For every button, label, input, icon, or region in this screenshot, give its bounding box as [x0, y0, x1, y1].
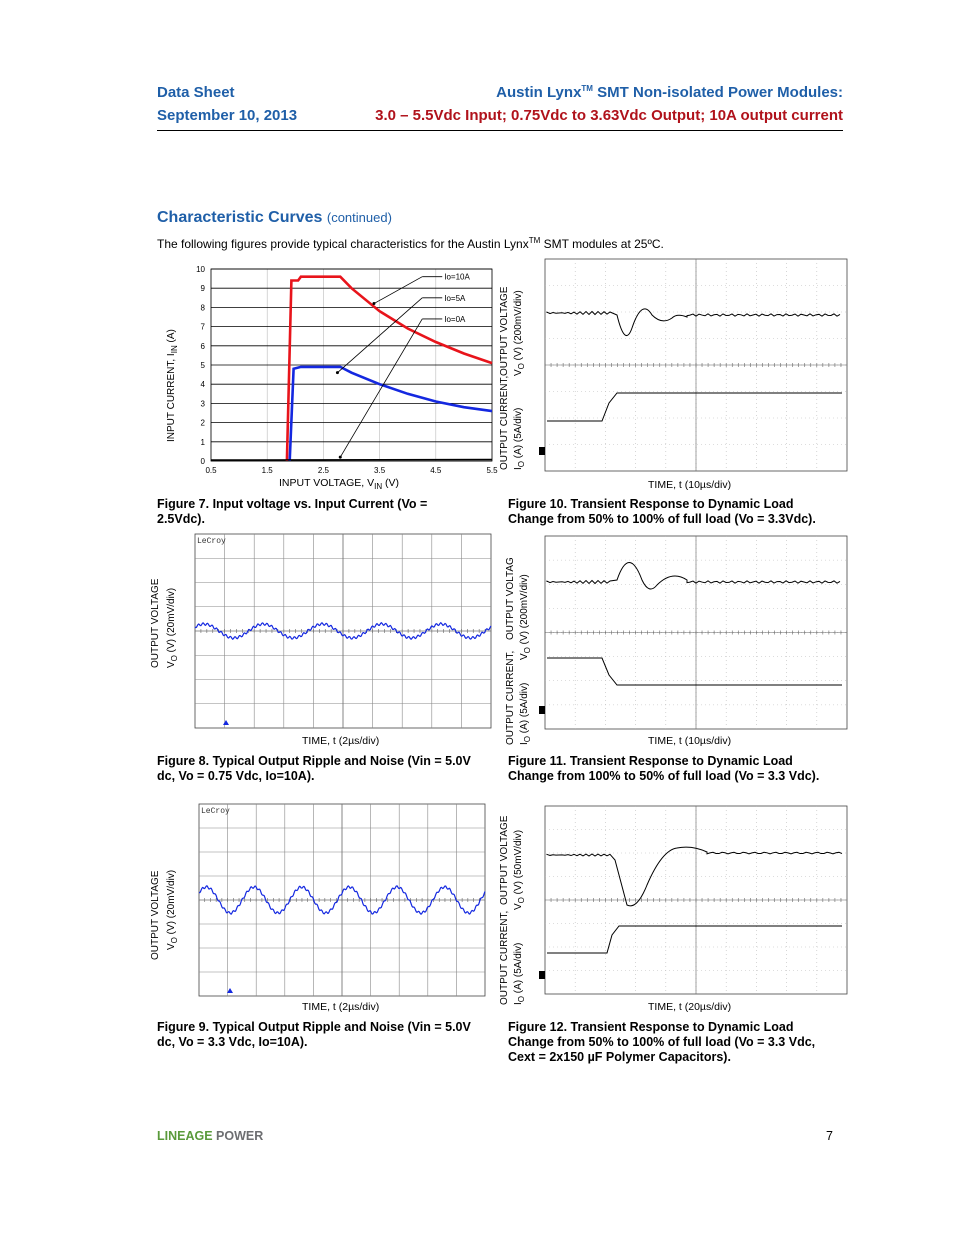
fig12-ylabel-bot2-unit: (A) (5A/div) [513, 942, 524, 996]
fig8-caption-line2: dc, Vo = 0.75 Vdc, Io=10A). [157, 769, 315, 783]
footer-brand-lineage: LINEAGE [157, 1129, 213, 1143]
header-date: September 10, 2013 [157, 107, 298, 124]
figure-7-chart [157, 255, 502, 495]
section-subtitle: (continued) [326, 210, 392, 225]
fig11-ylabel-top2-sub: O [523, 647, 532, 654]
y-tick-label: 1 [200, 437, 205, 447]
fig9-xlabel: TIME, t (2µs/div) [302, 1001, 380, 1013]
fig11-ylabel-bot2-sub: O [523, 735, 532, 743]
figure-12-scope [537, 800, 849, 1000]
fig8-ylabel1: OUTPUT VOLTAGE [150, 578, 161, 668]
legend-arrowhead [336, 371, 339, 374]
y-tick-label: 10 [196, 265, 205, 274]
fig8-caption-line1: Figure 8. Typical Output Ripple and Noise (Vin = 5.0V [157, 754, 471, 768]
header-product-type: SMT Non-isolated Power Modules: [592, 84, 843, 101]
channel-marker [539, 447, 545, 455]
fig10-ylabel-top2 [513, 290, 526, 376]
y-tick-label: 0 [200, 457, 205, 466]
fig10-ylabel-bot: OUTPUT CURRENT, [499, 375, 510, 470]
fig9-ylabel2-sub: O [170, 937, 179, 944]
legend-arrowhead [339, 456, 342, 459]
y-tick-label: 8 [200, 303, 205, 313]
legend-label: Io=10A [444, 272, 470, 282]
fig12-caption-line1: Figure 12. Transient Response to Dynamic Load [508, 1020, 794, 1034]
x-tick-label: 4.5 [430, 466, 442, 475]
fig11-caption-line1: Figure 11. Transient Response to Dynamic Load [508, 754, 793, 768]
footer-brand-power: POWER [212, 1129, 264, 1143]
figure-8-scope [194, 533, 494, 733]
y-tick-label: 9 [200, 284, 205, 294]
fig12-caption-line2: Change from 50% to 100% of full load (Vo = 3.3 Vdc, [508, 1035, 816, 1049]
fig10-ylabel-bot2-unit: (A) (5A/div) [513, 407, 524, 461]
fig8-ylabel2-text: V [166, 661, 177, 668]
x-tick-label: 0.5 [205, 466, 217, 475]
fig12-ylabel-top2-text: V [513, 903, 524, 910]
fig11-ylabel-bot2-text: I [519, 742, 530, 745]
fig10-ylabel-top2-unit: (V) (200mV/div) [513, 290, 524, 364]
legend-arrow [340, 319, 422, 457]
section-title: Characteristic Curves [157, 209, 323, 226]
figure-11-scope [537, 530, 849, 735]
intro-text-end: SMT modules at 25ºC. [540, 237, 664, 251]
intro-tm: TM [528, 236, 541, 245]
fig11-ylabel-bot2-unit: (A) (5A/div) [519, 682, 530, 736]
fig11-ylabel-bot2 [519, 683, 532, 745]
fig9-ylabel2-text: V [166, 943, 177, 950]
fig12-ylabel-top2 [513, 830, 526, 910]
fig9-ylabel1: OUTPUT VOLTAGE [150, 870, 161, 960]
header-doc-type: Data Sheet [157, 84, 235, 101]
fig12-xlabel: TIME, t (20µs/div) [648, 1001, 732, 1013]
x-tick-label: 2.5 [317, 466, 329, 475]
fig8-ylabel2-sub: O [170, 655, 179, 662]
fig7-xlabel-text: INPUT VOLTAGE, V [279, 477, 375, 489]
fig11-ylabel-top2-text: V [519, 653, 530, 660]
fig12-ylabel-bot2 [513, 943, 526, 1005]
fig7-ylabel [166, 329, 179, 442]
fig7-xlabel-unit: (V) [382, 477, 400, 489]
y-tick-label: 3 [200, 399, 205, 409]
fig9-ylabel2 [166, 870, 179, 950]
fig8-caption [157, 754, 471, 784]
fig7-ylabel-unit: (A) [166, 329, 177, 346]
fig10-caption-line1: Figure 10. Transient Response to Dynamic Load [508, 497, 794, 511]
fig7-ylabel-sub: IN [170, 345, 179, 354]
fig12-caption-line3: Cext = 2x150 µF Polymer Capacitors). [508, 1050, 731, 1064]
fig12-ylabel-top2-sub: O [517, 897, 526, 904]
footer-brand [157, 1129, 263, 1143]
fig7-caption [157, 497, 427, 527]
fig11-caption-line2: Change from 100% to 50% of full load (Vo = 3.3 Vdc). [508, 769, 820, 783]
header-rule [157, 130, 843, 131]
y-tick-label: 2 [200, 418, 205, 428]
series-line-Io=0A [211, 460, 492, 461]
x-tick-label: 3.5 [374, 466, 386, 475]
fig11-ylabel-top2-unit: (V) (200mV/div) [519, 574, 530, 648]
lecroy-logo: LeCroy [201, 807, 230, 816]
fig9-caption [157, 1020, 471, 1050]
fig8-ylabel2 [166, 588, 179, 668]
fig7-xlabel-sub: IN [374, 482, 383, 492]
fig7-xlabel [279, 477, 399, 491]
fig9-caption-line1: Figure 9. Typical Output Ripple and Noise (Vin = 5.0V [157, 1020, 471, 1034]
figure-9-scope [198, 803, 488, 999]
fig10-ylabel-bot2 [513, 408, 526, 470]
header-product-name: Austin Lynx [496, 84, 582, 101]
header-specs: 3.0 – 5.5Vdc Input; 0.75Vdc to 3.63Vdc Output; 10A output current [375, 107, 843, 124]
intro-text: The following figures provide typical characteristics for the Austin Lynx [157, 237, 529, 251]
channel-marker [539, 706, 545, 714]
fig12-ylabel-bot: OUTPUT CURRENT, [499, 910, 510, 1005]
legend-label: Io=5A [444, 293, 466, 303]
fig11-ylabel-top: OUTPUT VOLTAG [505, 557, 516, 640]
fig10-ylabel-bot2-text: I [513, 467, 524, 470]
x-tick-label: 5.5 [486, 466, 498, 475]
fig7-caption-line1: Figure 7. Input voltage vs. Input Current (Vo = [157, 497, 428, 511]
legend-label: Io=0A [444, 314, 466, 324]
fig10-ylabel-bot2-sub: O [517, 460, 526, 468]
header-product [496, 84, 843, 101]
fig11-caption [508, 754, 819, 784]
header-product-tm: TM [581, 84, 593, 93]
fig10-caption [508, 497, 816, 527]
fig9-ylabel2-unit: (V) (20mV/div) [166, 869, 177, 938]
x-tick-label: 1.5 [261, 466, 273, 475]
fig7-ylabel-text: INPUT CURRENT, I [166, 353, 177, 442]
fig11-ylabel-top2 [519, 574, 532, 660]
fig10-caption-line2: Change from 50% to 100% of full load (Vo = 3.3Vdc). [508, 512, 816, 526]
page-number: 7 [826, 1129, 833, 1143]
fig10-xlabel: TIME, t (10µs/div) [648, 479, 732, 491]
fig12-ylabel-bot2-text: I [513, 1002, 524, 1005]
fig10-ylabel-top: OUTPUT VOLTAGE [499, 286, 510, 376]
fig12-caption [508, 1020, 815, 1065]
fig10-ylabel-top2-text: V [513, 369, 524, 376]
fig11-ylabel-bot: OUTPUT CURRENT, [505, 650, 516, 745]
y-tick-label: 7 [200, 322, 205, 332]
section-intro [157, 236, 664, 251]
legend-arrow [374, 277, 422, 304]
channel-marker [539, 971, 545, 979]
section-heading [157, 209, 392, 227]
series-line-Io=10A [287, 277, 492, 461]
series-line-Io=5A [290, 367, 492, 461]
fig12-ylabel-top: OUTPUT VOLTAGE [499, 815, 510, 905]
y-tick-label: 6 [200, 341, 205, 351]
fig11-xlabel: TIME, t (10µs/div) [648, 735, 732, 747]
fig9-caption-line2: dc, Vo = 3.3 Vdc, Io=10A). [157, 1035, 308, 1049]
figure-10-scope [537, 253, 849, 477]
fig7-caption-line2: 2.5Vdc). [157, 512, 205, 526]
fig8-xlabel: TIME, t (2µs/div) [302, 735, 380, 747]
fig12-ylabel-bot2-sub: O [517, 995, 526, 1003]
legend-arrowhead [372, 302, 375, 305]
fig8-ylabel2-unit: (V) (20mV/div) [166, 587, 177, 656]
y-tick-label: 5 [200, 361, 205, 370]
fig10-ylabel-top2-sub: O [517, 363, 526, 370]
lecroy-logo: LeCroy [197, 537, 226, 546]
fig12-ylabel-top2-unit: (V) (50mV/div) [513, 829, 524, 898]
y-tick-label: 4 [200, 380, 205, 390]
